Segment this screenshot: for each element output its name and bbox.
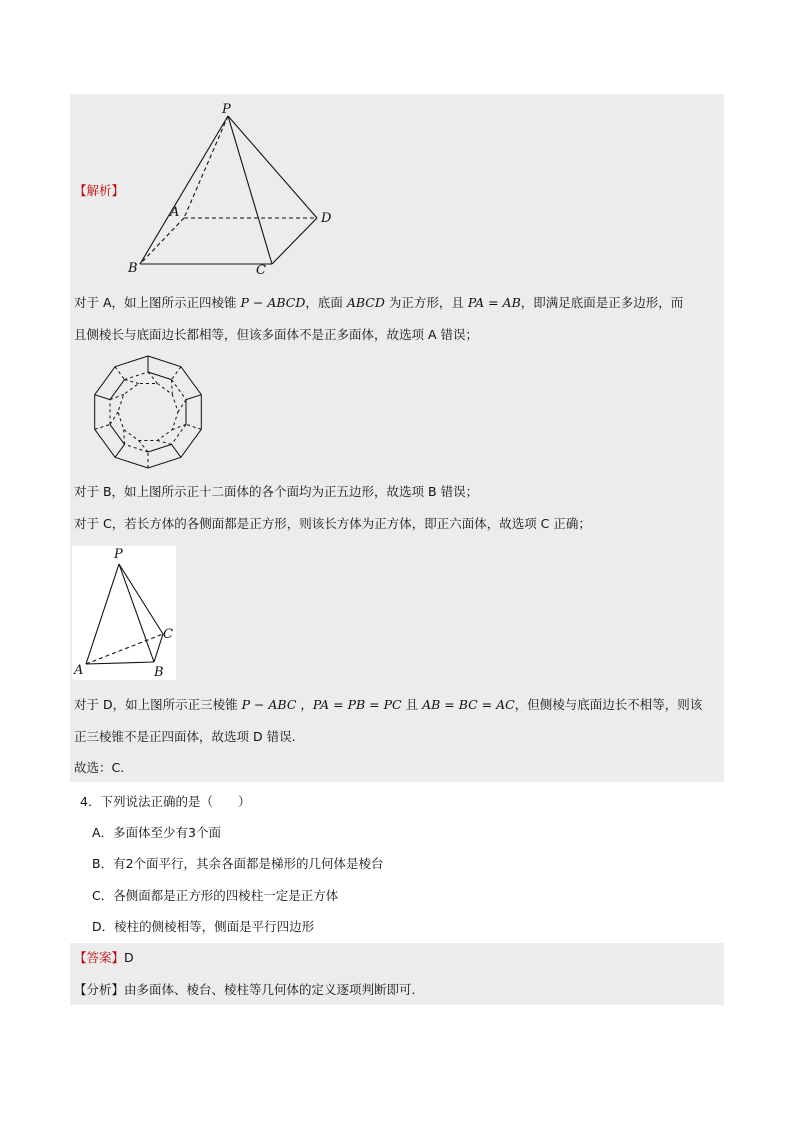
option-d-line-1 xyxy=(74,697,702,713)
inner-dashed-ring xyxy=(118,384,178,441)
inner-connector xyxy=(157,441,171,445)
edge-PD xyxy=(228,116,317,218)
edge-PB xyxy=(140,116,228,264)
mid-edge xyxy=(125,372,149,380)
mid-edge xyxy=(125,444,149,452)
option-a-line-2: 且侧棱长与底面边长都相等，但该多面体不是正多面体，故选项 A 错误； xyxy=(74,327,478,342)
mid-edge xyxy=(172,380,187,400)
spoke-edge xyxy=(172,367,181,380)
answer-value: D xyxy=(124,950,134,965)
vertex-label-A: A xyxy=(170,205,180,220)
option-d-text-3: 且 xyxy=(401,697,423,712)
question-4-option-b: B．有2个面平行，其余各面都是梯形的几何体是棱台 xyxy=(92,856,384,871)
spoke-edge xyxy=(186,395,201,400)
edge-PA xyxy=(184,116,228,218)
answer-label: 【答案】 xyxy=(74,950,125,965)
answer-line xyxy=(74,950,134,966)
analysis-label: 【分析】 xyxy=(74,982,125,997)
tetra-figure xyxy=(72,546,176,680)
vertex-label-B: B xyxy=(154,665,164,680)
edge-CD xyxy=(272,218,317,264)
spoke-edge xyxy=(95,424,110,429)
option-a-text-2: ，底面 xyxy=(305,295,347,310)
edge-AB xyxy=(140,218,184,264)
conclusion-line: 故选：C. xyxy=(74,760,125,775)
option-a-line-1 xyxy=(74,295,683,311)
vertex-label-C: C xyxy=(163,627,173,642)
vertex-label-B: B xyxy=(128,261,138,276)
inner-connector xyxy=(172,380,173,395)
inner-connector xyxy=(139,441,148,453)
edge-PA xyxy=(86,564,119,664)
edge-AB xyxy=(86,662,154,664)
vertex-label-C: C xyxy=(256,263,266,278)
option-d-text-1: 对于 D，如上图所示正三棱锥 xyxy=(74,697,242,712)
spoke-edge xyxy=(115,367,124,380)
spoke-edge xyxy=(172,444,181,457)
inner-connector xyxy=(172,424,186,429)
vertex-label-P: P xyxy=(114,547,123,562)
option-d-line-2: 正三棱锥不是正四面体，故选项 D 错误. xyxy=(74,729,296,744)
inner-connector xyxy=(110,412,118,424)
option-d-math-2: PA = PB = PC xyxy=(312,697,402,712)
mid-edge xyxy=(148,372,172,380)
analysis-text: 由多面体、棱台、棱柱等几何体的定义逐项判断即可. xyxy=(124,982,416,997)
vertex-label-A: A xyxy=(74,663,84,678)
analysis-line xyxy=(74,982,416,998)
question-4-option-c: C．各侧面都是正方形的四棱柱一定是正方体 xyxy=(92,888,339,903)
edge-BC xyxy=(154,634,163,662)
spoke-edge xyxy=(115,444,124,457)
solution-label: 【解析】 xyxy=(74,183,125,198)
outer-decagon xyxy=(95,356,202,468)
option-d-math-1: P − ABC xyxy=(241,697,297,712)
option-b-line: 对于 B，如上图所示正十二面体的各个面均为正五边形，故选项 B 错误； xyxy=(74,484,479,499)
edge-PB xyxy=(119,564,154,662)
inner-connector xyxy=(124,430,125,445)
option-a-text-1: 对于 A，如上图所示正四棱锥 xyxy=(74,295,241,310)
mid-edge xyxy=(148,444,172,452)
inner-connector xyxy=(178,400,186,412)
edge-PC xyxy=(119,564,163,634)
mid-edge xyxy=(110,424,125,444)
option-a-math-2: ABCD xyxy=(346,295,385,310)
pyramid-figure xyxy=(120,98,350,280)
option-a-text-4: ，即满足底面是正多边形，而 xyxy=(520,295,684,310)
question-4-option-d: D．棱柱的侧棱相等，侧面是平行四边形 xyxy=(92,919,315,934)
option-d-text-2: ， xyxy=(296,697,313,712)
option-d-math-3: AB = BC = AC xyxy=(422,697,515,712)
dodecahedron-figure xyxy=(86,352,210,472)
option-d-text-4: ，但侧棱与底面边长不相等，则该 xyxy=(514,697,703,712)
vertex-label-P: P xyxy=(222,102,231,117)
edge-PC xyxy=(228,116,272,264)
option-c-line: 对于 C，若长方体的各侧面都是正方形，则该长方体为正方体，即正六面体，故选项 C 正确； xyxy=(74,516,591,531)
question-4-stem: 4．下列说法正确的是（ ） xyxy=(80,794,251,809)
option-a-math-1: P − ABCD xyxy=(240,295,306,310)
vertex-label-D: D xyxy=(321,211,332,226)
edge-AC xyxy=(86,634,163,664)
question-4-option-a: A．多面体至少有3个面 xyxy=(92,825,222,840)
inner-connector xyxy=(125,380,139,384)
spoke-edge xyxy=(95,395,110,400)
option-a-math-3: PA = AB xyxy=(467,295,521,310)
spoke-edge xyxy=(186,424,201,429)
option-a-text-3: 为正方形，且 xyxy=(384,295,468,310)
